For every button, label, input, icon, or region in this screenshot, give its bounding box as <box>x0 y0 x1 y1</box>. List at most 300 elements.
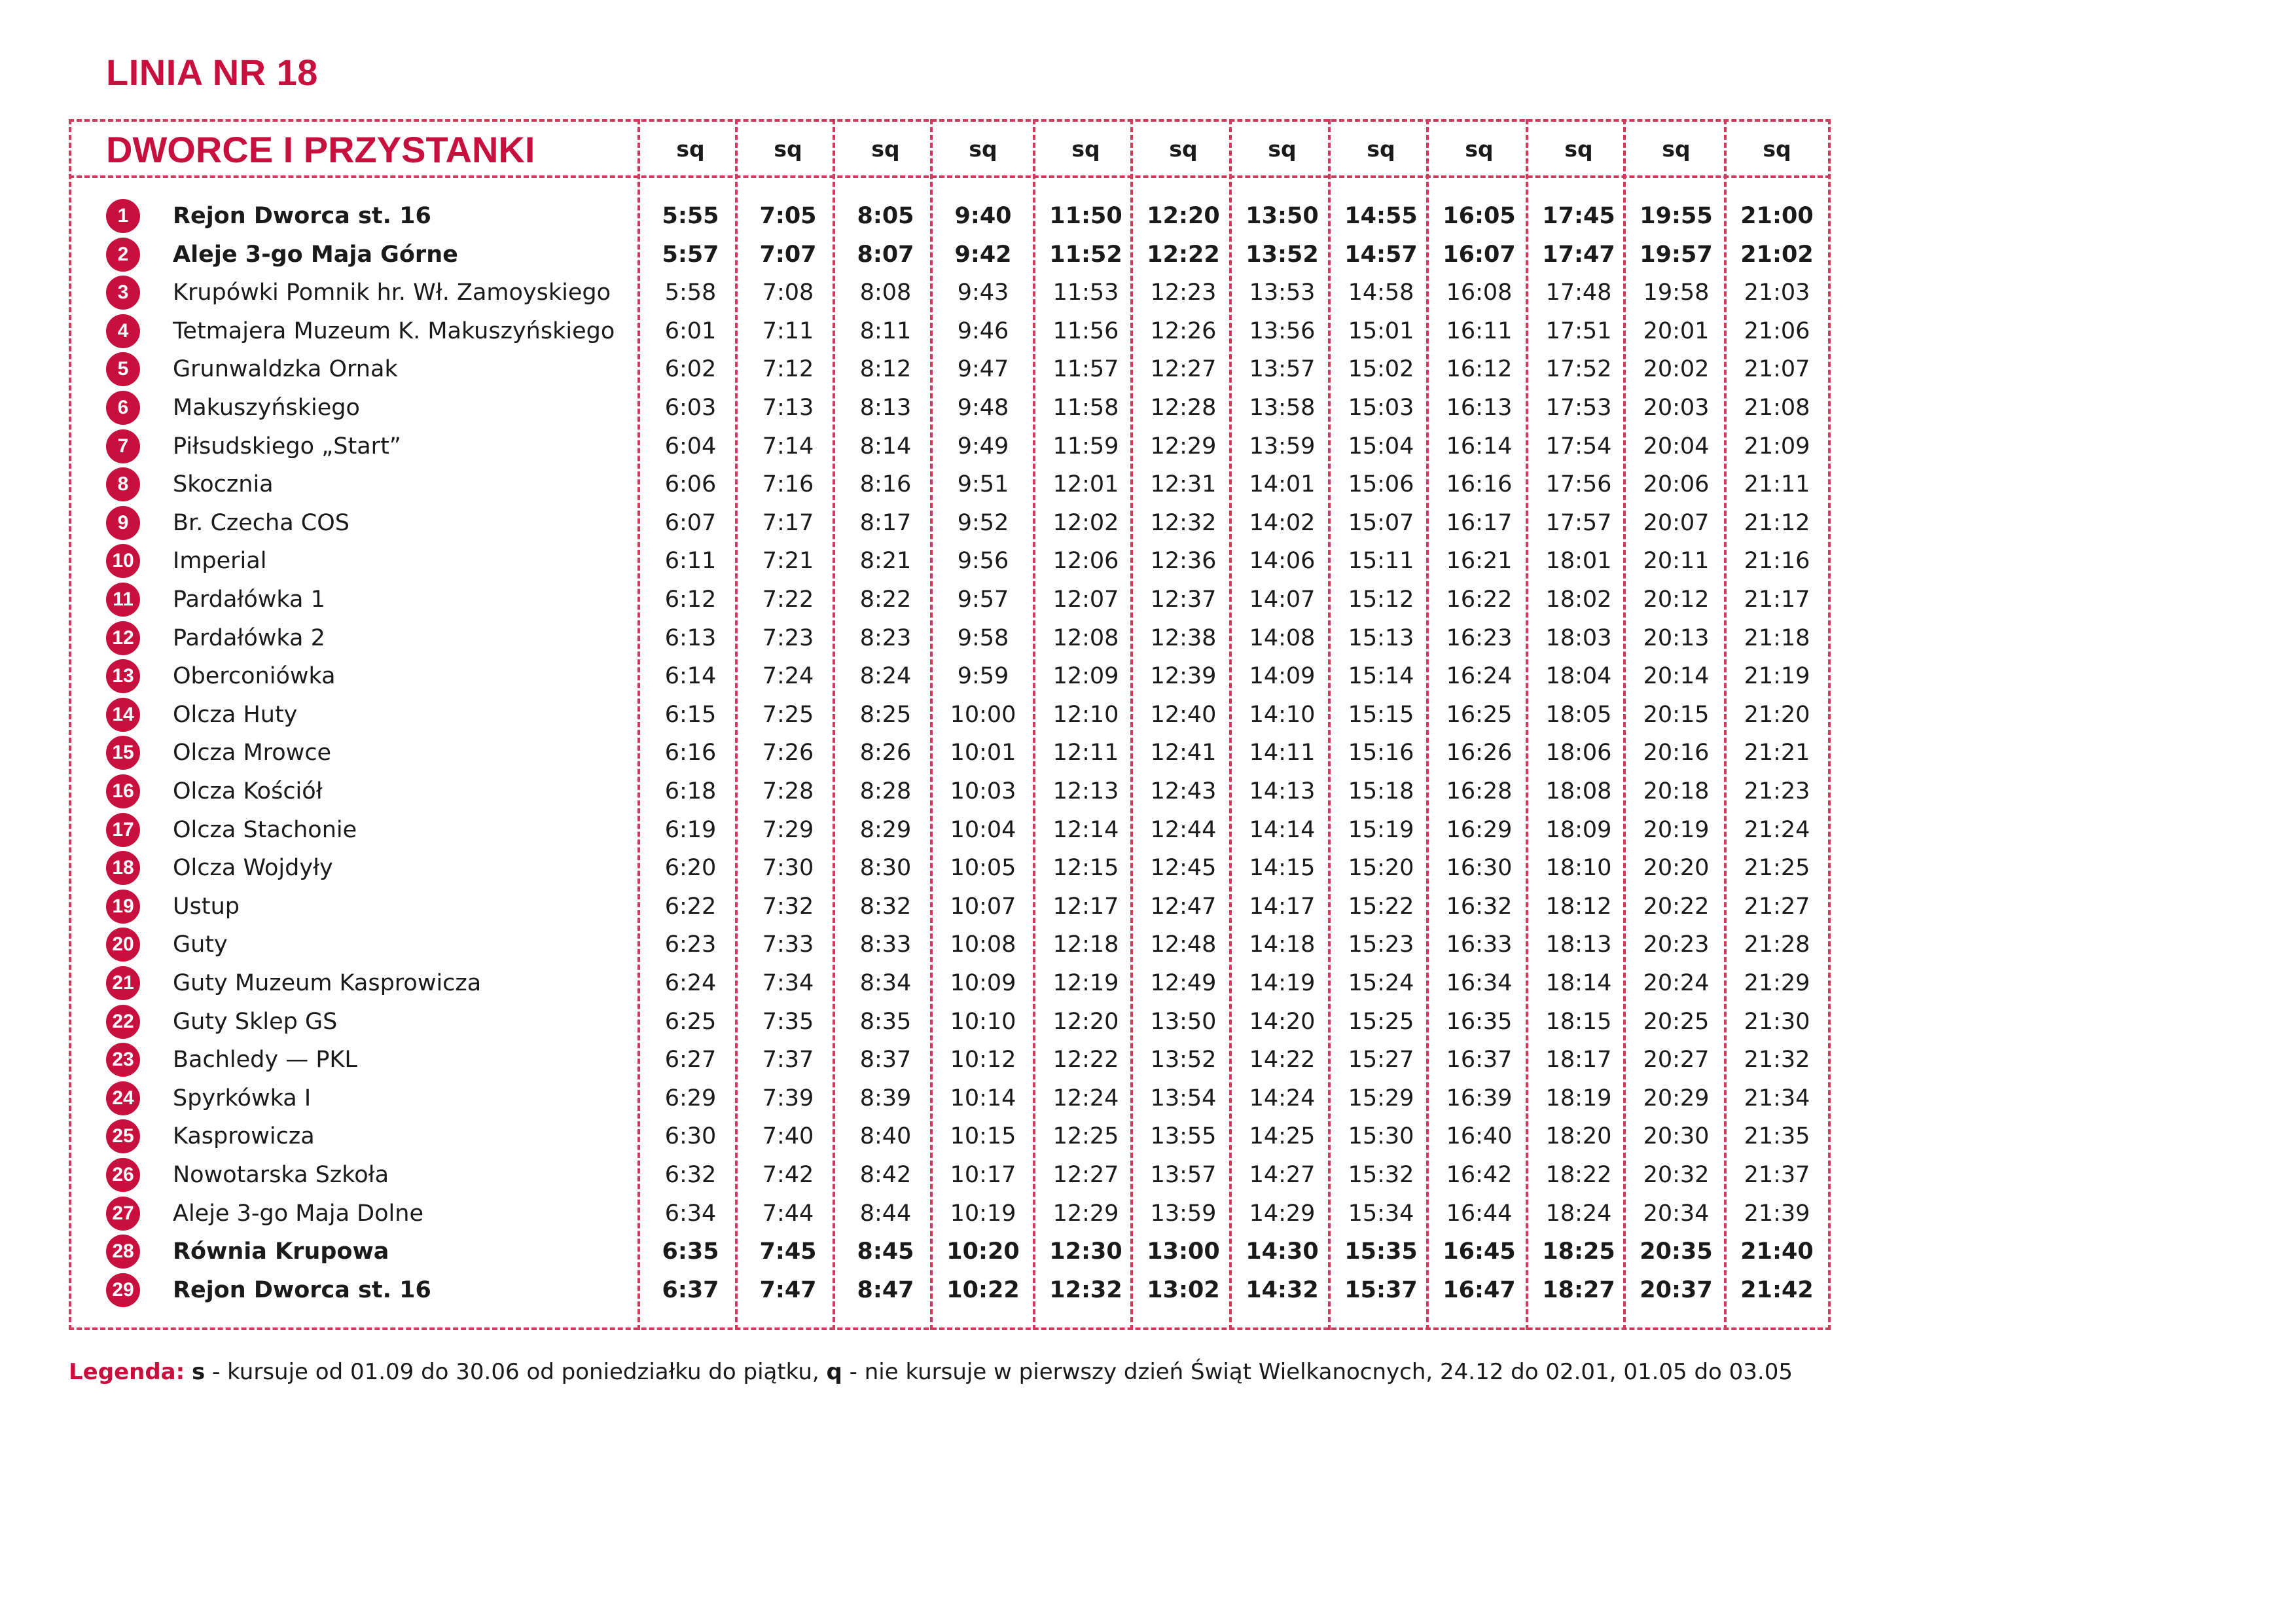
departure-time: 16:34 <box>1446 970 1513 996</box>
departure-time: 5:58 <box>664 280 717 306</box>
departure-time: 9:47 <box>957 356 1009 383</box>
stops-column-header: DWORCE I PRZYSTANKI <box>106 129 535 170</box>
departure-time: 8:26 <box>859 740 912 767</box>
departure-time: 9:52 <box>957 509 1009 536</box>
departure-time: 13:02 <box>1147 1276 1220 1303</box>
stop-number-badge: 16 <box>106 774 140 808</box>
departure-time: 12:14 <box>1052 816 1119 843</box>
departure-time: 11:50 <box>1049 203 1122 229</box>
departure-time: 12:22 <box>1052 1047 1119 1074</box>
departure-time: 20:32 <box>1643 1162 1710 1188</box>
departure-time: 7:32 <box>762 893 814 920</box>
departure-time: 8:07 <box>857 241 914 268</box>
departure-time: 18:27 <box>1542 1276 1615 1303</box>
departure-time: 8:45 <box>857 1238 914 1265</box>
departure-time: 16:23 <box>1446 624 1513 651</box>
departure-time: 15:19 <box>1348 816 1414 843</box>
departure-time: 18:03 <box>1545 624 1612 651</box>
departure-time: 8:33 <box>859 931 912 958</box>
departure-time: 7:37 <box>762 1047 814 1074</box>
departure-time: 7:08 <box>762 280 814 306</box>
departure-time: 21:19 <box>1744 663 1810 690</box>
departure-time: 6:01 <box>664 317 717 344</box>
departure-time: 12:22 <box>1147 241 1220 268</box>
departure-time: 20:30 <box>1643 1123 1710 1150</box>
stop-number-badge: 23 <box>106 1043 140 1077</box>
departure-time: 16:42 <box>1446 1162 1513 1188</box>
departure-time: 12:44 <box>1150 816 1217 843</box>
departure-time: 21:34 <box>1744 1085 1810 1111</box>
departure-time: 14:15 <box>1249 855 1316 882</box>
departure-time: 7:39 <box>762 1085 814 1111</box>
departure-time: 21:02 <box>1740 241 1814 268</box>
departure-time: 9:51 <box>957 471 1009 498</box>
table-row <box>0 273 2296 311</box>
departure-time: 12:39 <box>1150 663 1217 690</box>
stop-number-badge: 6 <box>106 391 140 425</box>
table-row <box>0 1155 2296 1193</box>
departure-time: 15:35 <box>1344 1238 1418 1265</box>
stop-name: Tetmajera Muzeum K. Makuszyńskiego <box>173 317 615 344</box>
course-mark-header: sq <box>1763 136 1791 162</box>
departure-time: 12:49 <box>1150 970 1217 996</box>
departure-time: 6:02 <box>664 356 717 383</box>
table-row <box>0 312 2296 350</box>
departure-time: 6:19 <box>664 816 717 843</box>
departure-time: 17:54 <box>1545 433 1612 460</box>
departure-time: 13:00 <box>1147 1238 1220 1265</box>
departure-time: 21:27 <box>1744 893 1810 920</box>
stop-name: Równia Krupowa <box>173 1238 389 1265</box>
departure-time: 21:23 <box>1744 778 1810 804</box>
legend-label: Legenda: <box>69 1359 185 1385</box>
departure-time: 6:13 <box>664 624 717 651</box>
departure-time: 12:36 <box>1150 548 1217 575</box>
departure-time: 15:32 <box>1348 1162 1414 1188</box>
stop-number-badge: 11 <box>106 583 140 617</box>
stop-name: Imperial <box>173 548 267 575</box>
departure-time: 18:06 <box>1545 740 1612 767</box>
stop-name: Bachledy — PKL <box>173 1047 357 1074</box>
departure-time: 20:15 <box>1643 701 1710 728</box>
departure-time: 6:07 <box>664 509 717 536</box>
departure-time: 10:03 <box>950 778 1016 804</box>
departure-time: 8:05 <box>857 203 914 229</box>
departure-time: 14:09 <box>1249 663 1316 690</box>
stop-number-badge: 27 <box>106 1197 140 1231</box>
departure-time: 7:33 <box>762 931 814 958</box>
departure-time: 8:34 <box>859 970 912 996</box>
departure-time: 8:22 <box>859 586 912 613</box>
departure-time: 13:50 <box>1150 1008 1217 1035</box>
departure-time: 7:22 <box>762 586 814 613</box>
table-row <box>0 1117 2296 1155</box>
departure-time: 16:25 <box>1446 701 1513 728</box>
stop-number-badge: 17 <box>106 813 140 847</box>
departure-time: 7:28 <box>762 778 814 804</box>
departure-time: 16:07 <box>1443 241 1516 268</box>
stop-name: Olcza Mrowce <box>173 740 332 767</box>
departure-time: 7:42 <box>762 1162 814 1188</box>
stop-name: Spyrkówka I <box>173 1085 312 1111</box>
departure-time: 21:09 <box>1744 433 1810 460</box>
departure-time: 20:03 <box>1643 395 1710 421</box>
departure-time: 6:12 <box>664 586 717 613</box>
departure-time: 11:57 <box>1052 356 1119 383</box>
departure-time: 20:34 <box>1643 1200 1710 1227</box>
table-row <box>0 196 2296 234</box>
departure-time: 11:56 <box>1052 317 1119 344</box>
departure-time: 18:10 <box>1545 855 1612 882</box>
departure-time: 17:47 <box>1542 241 1615 268</box>
departure-time: 12:06 <box>1052 548 1119 575</box>
course-mark-header: sq <box>1169 136 1198 162</box>
departure-time: 21:25 <box>1744 855 1810 882</box>
course-mark-header: sq <box>1662 136 1691 162</box>
stop-number-badge: 2 <box>106 238 140 272</box>
table-row <box>0 1194 2296 1232</box>
departure-time: 16:40 <box>1446 1123 1513 1150</box>
table-row <box>0 1271 2296 1308</box>
departure-time: 18:09 <box>1545 816 1612 843</box>
departure-time: 8:16 <box>859 471 912 498</box>
departure-time: 12:27 <box>1052 1162 1119 1188</box>
departure-time: 11:53 <box>1052 280 1119 306</box>
table-row <box>0 388 2296 426</box>
departure-time: 12:29 <box>1052 1200 1119 1227</box>
departure-time: 12:37 <box>1150 586 1217 613</box>
departure-time: 21:42 <box>1740 1276 1814 1303</box>
departure-time: 18:15 <box>1545 1008 1612 1035</box>
departure-time: 6:32 <box>664 1162 717 1188</box>
departure-time: 13:58 <box>1249 395 1316 421</box>
departure-time: 9:59 <box>957 663 1009 690</box>
departure-time: 10:09 <box>950 970 1016 996</box>
departure-time: 6:20 <box>664 855 717 882</box>
departure-time: 21:16 <box>1744 548 1810 575</box>
departure-time: 18:08 <box>1545 778 1612 804</box>
departure-time: 14:19 <box>1249 970 1316 996</box>
stop-name: Makuszyńskiego <box>173 395 360 421</box>
departure-time: 21:35 <box>1744 1123 1810 1150</box>
stop-name: Rejon Dworca st. 16 <box>173 1276 431 1303</box>
departure-time: 16:39 <box>1446 1085 1513 1111</box>
stop-number-badge: 7 <box>106 429 140 463</box>
table-row <box>0 427 2296 465</box>
table-row <box>0 1040 2296 1078</box>
departure-time: 15:22 <box>1348 893 1414 920</box>
departure-time: 12:02 <box>1052 509 1119 536</box>
departure-time: 8:37 <box>859 1047 912 1074</box>
departure-time: 15:37 <box>1344 1276 1418 1303</box>
departure-time: 21:03 <box>1744 280 1810 306</box>
departure-time: 8:25 <box>859 701 912 728</box>
departure-time: 15:07 <box>1348 509 1414 536</box>
departure-time: 7:24 <box>762 663 814 690</box>
table-row <box>0 350 2296 388</box>
departure-time: 8:08 <box>859 280 912 306</box>
stop-name: Skocznia <box>173 471 274 498</box>
departure-time: 8:28 <box>859 778 912 804</box>
table-row <box>0 235 2296 273</box>
departure-time: 8:14 <box>859 433 912 460</box>
departure-time: 12:41 <box>1150 740 1217 767</box>
departure-time: 20:35 <box>1640 1238 1713 1265</box>
departure-time: 15:20 <box>1348 855 1414 882</box>
table-row <box>0 541 2296 579</box>
departure-time: 8:40 <box>859 1123 912 1150</box>
departure-time: 12:23 <box>1150 280 1217 306</box>
departure-time: 16:08 <box>1446 280 1513 306</box>
stop-number-badge: 5 <box>106 352 140 386</box>
departure-time: 12:27 <box>1150 356 1217 383</box>
departure-time: 5:55 <box>662 203 719 229</box>
departure-time: 7:34 <box>762 970 814 996</box>
departure-time: 15:23 <box>1348 931 1414 958</box>
departure-time: 6:25 <box>664 1008 717 1035</box>
departure-time: 20:16 <box>1643 740 1710 767</box>
departure-time: 9:42 <box>954 241 1012 268</box>
departure-time: 9:43 <box>957 280 1009 306</box>
departure-time: 14:07 <box>1249 586 1316 613</box>
departure-time: 6:34 <box>664 1200 717 1227</box>
departure-time: 19:58 <box>1643 280 1710 306</box>
departure-time: 14:18 <box>1249 931 1316 958</box>
departure-time: 10:12 <box>950 1047 1016 1074</box>
course-mark-header: sq <box>1564 136 1593 162</box>
departure-time: 7:47 <box>759 1276 817 1303</box>
departure-time: 12:29 <box>1150 433 1217 460</box>
stop-number-badge: 1 <box>106 199 140 233</box>
departure-time: 11:58 <box>1052 395 1119 421</box>
departure-time: 18:13 <box>1545 931 1612 958</box>
departure-time: 8:24 <box>859 663 912 690</box>
stop-number-badge: 10 <box>106 544 140 578</box>
departure-time: 12:26 <box>1150 317 1217 344</box>
departure-time: 12:08 <box>1052 624 1119 651</box>
departure-time: 15:03 <box>1348 395 1414 421</box>
stop-number-badge: 20 <box>106 928 140 962</box>
stop-name: Br. Czecha COS <box>173 509 350 536</box>
departure-time: 15:27 <box>1348 1047 1414 1074</box>
header-divider <box>69 175 1831 178</box>
departure-time: 21:20 <box>1744 701 1810 728</box>
departure-time: 21:32 <box>1744 1047 1810 1074</box>
departure-time: 13:55 <box>1150 1123 1217 1150</box>
departure-time: 10:01 <box>950 740 1016 767</box>
departure-time: 15:13 <box>1348 624 1414 651</box>
departure-time: 9:49 <box>957 433 1009 460</box>
departure-time: 8:23 <box>859 624 912 651</box>
departure-time: 7:23 <box>762 624 814 651</box>
stop-name: Oberconiówka <box>173 663 336 690</box>
departure-time: 14:02 <box>1249 509 1316 536</box>
departure-time: 6:04 <box>664 433 717 460</box>
stop-name: Pardałówka 2 <box>173 624 325 651</box>
departure-time: 7:05 <box>759 203 817 229</box>
departure-time: 13:59 <box>1150 1200 1217 1227</box>
departure-time: 20:12 <box>1643 586 1710 613</box>
departure-time: 8:32 <box>859 893 912 920</box>
departure-time: 13:50 <box>1246 203 1319 229</box>
table-row <box>0 503 2296 541</box>
departure-time: 7:40 <box>762 1123 814 1150</box>
page-title: LINIA NR 18 <box>106 52 318 93</box>
stop-name: Olcza Kościół <box>173 778 323 804</box>
departure-time: 16:29 <box>1446 816 1513 843</box>
stop-name: Piłsudskiego „Start” <box>173 433 401 460</box>
departure-time: 15:14 <box>1348 663 1414 690</box>
departure-time: 10:20 <box>946 1238 1020 1265</box>
departure-time: 12:43 <box>1150 778 1217 804</box>
departure-time: 10:07 <box>950 893 1016 920</box>
departure-time: 20:13 <box>1643 624 1710 651</box>
departure-time: 14:57 <box>1344 241 1418 268</box>
departure-time: 15:30 <box>1348 1123 1414 1150</box>
departure-time: 13:59 <box>1249 433 1316 460</box>
departure-time: 5:57 <box>662 241 719 268</box>
departure-time: 14:08 <box>1249 624 1316 651</box>
course-mark-header: sq <box>1268 136 1297 162</box>
departure-time: 17:53 <box>1545 395 1612 421</box>
departure-time: 21:17 <box>1744 586 1810 613</box>
stop-number-badge: 4 <box>106 314 140 348</box>
legend <box>69 1359 1793 1385</box>
departure-time: 15:18 <box>1348 778 1414 804</box>
departure-time: 12:40 <box>1150 701 1217 728</box>
departure-time: 10:10 <box>950 1008 1016 1035</box>
stop-name: Aleje 3-go Maja Dolne <box>173 1200 423 1227</box>
departure-time: 16:24 <box>1446 663 1513 690</box>
departure-time: 8:47 <box>857 1276 914 1303</box>
departure-time: 12:28 <box>1150 395 1217 421</box>
departure-time: 13:57 <box>1150 1162 1217 1188</box>
stop-number-badge: 12 <box>106 621 140 655</box>
departure-time: 15:15 <box>1348 701 1414 728</box>
departure-time: 7:45 <box>759 1238 817 1265</box>
departure-time: 21:12 <box>1744 509 1810 536</box>
departure-time: 7:17 <box>762 509 814 536</box>
stop-name: Olcza Stachonie <box>173 816 357 843</box>
departure-time: 6:27 <box>664 1047 717 1074</box>
stop-number-badge: 3 <box>106 276 140 310</box>
departure-time: 14:32 <box>1246 1276 1319 1303</box>
departure-time: 21:11 <box>1744 471 1810 498</box>
legend-q-text: - nie kursuje w pierwszy dzień Świąt Wielkanocnych, 24.12 do 02.01, 01.05 do 03.05 <box>842 1359 1793 1385</box>
departure-time: 15:02 <box>1348 356 1414 383</box>
departure-time: 12:31 <box>1150 471 1217 498</box>
table-row <box>0 695 2296 733</box>
departure-time: 12:20 <box>1147 203 1220 229</box>
departure-time: 6:18 <box>664 778 717 804</box>
departure-time: 12:15 <box>1052 855 1119 882</box>
departure-time: 16:32 <box>1446 893 1513 920</box>
departure-time: 12:45 <box>1150 855 1217 882</box>
departure-time: 15:29 <box>1348 1085 1414 1111</box>
departure-time: 14:17 <box>1249 893 1316 920</box>
departure-time: 7:14 <box>762 433 814 460</box>
departure-time: 6:16 <box>664 740 717 767</box>
departure-time: 14:55 <box>1344 203 1418 229</box>
departure-time: 14:27 <box>1249 1162 1316 1188</box>
departure-time: 8:44 <box>859 1200 912 1227</box>
course-mark-header: sq <box>1071 136 1100 162</box>
departure-time: 14:11 <box>1249 740 1316 767</box>
departure-time: 17:56 <box>1545 471 1612 498</box>
departure-time: 10:17 <box>950 1162 1016 1188</box>
departure-time: 11:52 <box>1049 241 1122 268</box>
departure-time: 16:37 <box>1446 1047 1513 1074</box>
departure-time: 20:25 <box>1643 1008 1710 1035</box>
departure-time: 15:11 <box>1348 548 1414 575</box>
departure-time: 8:12 <box>859 356 912 383</box>
departure-time: 14:13 <box>1249 778 1316 804</box>
departure-time: 18:12 <box>1545 893 1612 920</box>
departure-time: 20:23 <box>1643 931 1710 958</box>
departure-time: 16:26 <box>1446 740 1513 767</box>
departure-time: 12:18 <box>1052 931 1119 958</box>
departure-time: 12:20 <box>1052 1008 1119 1035</box>
departure-time: 13:57 <box>1249 356 1316 383</box>
legend-s-key: s <box>192 1359 206 1385</box>
departure-time: 20:06 <box>1643 471 1710 498</box>
departure-time: 21:30 <box>1744 1008 1810 1035</box>
course-mark-header: sq <box>1465 136 1494 162</box>
departure-time: 7:25 <box>762 701 814 728</box>
departure-time: 21:24 <box>1744 816 1810 843</box>
departure-time: 16:21 <box>1446 548 1513 575</box>
departure-time: 9:56 <box>957 548 1009 575</box>
departure-time: 8:35 <box>859 1008 912 1035</box>
departure-time: 7:16 <box>762 471 814 498</box>
legend-q-key: q <box>826 1359 842 1385</box>
departure-time: 18:22 <box>1545 1162 1612 1188</box>
departure-time: 18:24 <box>1545 1200 1612 1227</box>
departure-time: 7:07 <box>759 241 817 268</box>
stop-number-badge: 9 <box>106 506 140 540</box>
departure-time: 12:48 <box>1150 931 1217 958</box>
departure-time: 6:22 <box>664 893 717 920</box>
stop-name: Guty Muzeum Kasprowicza <box>173 970 482 996</box>
table-row <box>0 1002 2296 1040</box>
stop-number-badge: 15 <box>106 736 140 770</box>
departure-time: 17:57 <box>1545 509 1612 536</box>
stop-name: Rejon Dworca st. 16 <box>173 203 431 229</box>
departure-time: 21:29 <box>1744 970 1810 996</box>
departure-time: 18:17 <box>1545 1047 1612 1074</box>
departure-time: 7:44 <box>762 1200 814 1227</box>
departure-time: 8:17 <box>859 509 912 536</box>
table-row <box>0 465 2296 503</box>
stop-name: Guty <box>173 931 228 958</box>
departure-time: 16:30 <box>1446 855 1513 882</box>
departure-time: 14:58 <box>1348 280 1414 306</box>
stop-name: Olcza Huty <box>173 701 298 728</box>
departure-time: 14:22 <box>1249 1047 1316 1074</box>
departure-time: 14:14 <box>1249 816 1316 843</box>
departure-time: 8:13 <box>859 395 912 421</box>
table-row <box>0 580 2296 618</box>
departure-time: 12:38 <box>1150 624 1217 651</box>
departure-time: 16:28 <box>1446 778 1513 804</box>
stop-number-badge: 24 <box>106 1081 140 1115</box>
departure-time: 17:52 <box>1545 356 1612 383</box>
departure-time: 8:29 <box>859 816 912 843</box>
departure-time: 7:12 <box>762 356 814 383</box>
departure-time: 6:14 <box>664 663 717 690</box>
stop-number-badge: 21 <box>106 966 140 1000</box>
departure-time: 15:16 <box>1348 740 1414 767</box>
